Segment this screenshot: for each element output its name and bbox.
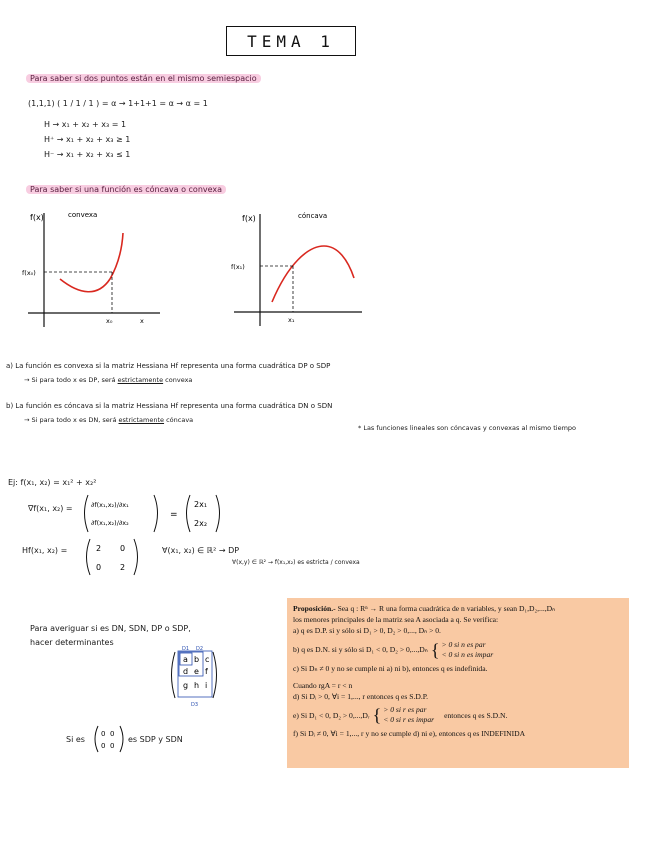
paren-right [213, 652, 217, 698]
determinants-line2: hacer determinantes [30, 638, 114, 647]
proposition-box [287, 598, 629, 768]
paren-right [120, 726, 123, 752]
zero-cell: 0 [110, 730, 115, 738]
page-title: TEMA 1 [226, 26, 356, 56]
prop-intro1-text: Sea q : Rⁿ → R una forma cuadrática de n variables, y sean D₁,D₂,...,Dₙ [335, 604, 556, 613]
zero-cell: 0 [101, 730, 106, 738]
brace-icon: { [430, 639, 440, 660]
note-a-underline: estrictamente [117, 376, 164, 384]
star-note: * Las funciones lineales son cóncavas y convexas al mismo tiempo [358, 424, 576, 432]
point-x-label: x₀ [106, 317, 113, 325]
prop-item-d: d) Si Dᵢ > 0, ∀i = 1,..., r entonces q es S.D.P. [293, 692, 429, 702]
point-y-label: f(x₀) [22, 269, 36, 277]
note-b-underline: estrictamente [118, 416, 165, 424]
hess-cell: 2 [120, 563, 126, 572]
prop-b-bottom: < 0 si n es impar [441, 649, 494, 659]
gradient-expression [82, 492, 222, 536]
determinant-matrix [164, 642, 224, 708]
hessian-label: Hf(x₁, x₂) = [22, 546, 68, 555]
paren-right [154, 495, 158, 532]
paren-left [95, 726, 98, 752]
example-line1: Ej: f(x₁, x₂) = x₁² + x₂² [8, 478, 97, 487]
section1-heading [26, 74, 261, 83]
gradient-label: ∇f(x₁, x₂) = [28, 504, 73, 513]
semiespacio-line-3: H⁻ → x₁ + x₂ + x₃ ≤ 1 [44, 150, 131, 159]
grad-top: ∂f(x₁,x₂)/∂x₁ [91, 501, 129, 509]
conclusion-2: ∀(x,y) ∈ ℝ² → f(x₁,x₂) es estricta / convexa [232, 559, 360, 566]
point-y-label: f(x₁) [231, 263, 245, 271]
prop-b-top: > 0 si n es par [441, 639, 486, 649]
d2-label: D2 [196, 646, 204, 652]
grad-result-top: 2x₁ [194, 500, 208, 509]
convex-curve [60, 233, 123, 292]
concava-graph [228, 208, 368, 333]
point-x-label: x₁ [288, 316, 295, 324]
hess-cell: 0 [96, 563, 102, 572]
matrix-cell: g [183, 681, 189, 690]
section1-heading-text: Para saber si dos puntos están en el mismo semiespacio [26, 74, 261, 83]
paren-left-2 [187, 495, 191, 532]
grad-bottom: ∂f(x₁,x₂)/∂x₂ [91, 519, 129, 527]
note-b-line2 [24, 416, 193, 424]
y-axis-label: f(x) [242, 214, 256, 223]
brace-icon: { [372, 705, 382, 726]
graph-label: convexa [68, 211, 98, 219]
zero-prefix: Si es [66, 735, 85, 744]
semiespacio-line-0: (1,1,1) ( 1 / 1 / 1 ) = α → 1+1+1 = α → α = 1 [28, 99, 208, 108]
determinants-line1: Para averiguar si es DN, SDN, DP o SDP, [30, 624, 191, 633]
matrix-cell: e [194, 667, 199, 676]
note-b-prefix: → Si para todo x es DN, será [24, 416, 119, 424]
matrix-cell: a [183, 655, 188, 664]
prop-item-b [293, 637, 623, 663]
prop-item-c: c) Si Dₙ ≠ 0 y no se cumple ni a) ni b), entonces q es indefinida. [293, 663, 488, 673]
semiespacio-line-1: H → x₁ + x₂ + x₃ = 1 [44, 120, 127, 129]
section2-heading [26, 185, 226, 194]
zero-cell: 0 [101, 742, 106, 750]
zero-matrix [92, 724, 126, 754]
d3-label: D3 [191, 702, 199, 708]
paren-left [172, 652, 176, 698]
paren-right-2 [216, 495, 220, 532]
semiespacio-line-2: H⁺ → x₁ + x₂ + x₃ ≥ 1 [44, 135, 131, 144]
prop-item-a: a) q es D.P. si y sólo si D₁ > 0, D₂ > 0,..., Dₙ > 0. [293, 626, 441, 636]
prop-intro-1 [293, 603, 623, 614]
prop-e-top: > 0 si r es par [383, 705, 427, 715]
prop-item-f: f) Si Dᵢ ≠ 0, ∀i = 1,..., r y no se cumple d) ni e), entonces q es INDEFINIDA [293, 729, 526, 739]
paren-right [134, 539, 138, 575]
matrix-cell: i [205, 681, 208, 690]
prop-title: Proposición.- [293, 604, 336, 613]
prop-item-e [293, 702, 623, 728]
paren-left [87, 539, 91, 575]
note-a-suffix: convexa [163, 376, 193, 384]
matrix-cell: h [194, 681, 200, 690]
convexa-graph [20, 205, 170, 335]
prop-b-cases [441, 640, 493, 660]
note-a-line1: a) La función es convexa si la matriz Hessiana Hf representa una forma cuadrática DP o SDP [6, 362, 331, 370]
zero-suffix: es SDP y SDN [128, 735, 183, 744]
matrix-cell: c [205, 655, 210, 664]
y-axis-label: f(x) [30, 213, 44, 222]
matrix-cell: b [194, 655, 200, 664]
hess-cell: 0 [120, 544, 126, 553]
d1-label: D1 [182, 646, 190, 652]
note-b-line1: b) La función es cóncava si la matriz Hessiana Hf representa una forma cuadrática DN o SDN [6, 402, 333, 410]
prop-cuando: Cuando rgA = r < n [293, 680, 353, 690]
paren-left [85, 495, 89, 532]
section2-heading-text: Para saber si una función es cóncava o convexa [26, 185, 226, 194]
prop-e-cases [383, 705, 434, 725]
note-b-suffix: cóncava [164, 416, 194, 424]
note-a-line2 [24, 376, 192, 384]
prop-b-left: b) q es D.N. si y sólo si D₁ < 0, D₂ > 0,...,Dₙ [293, 645, 428, 654]
note-a-prefix: → Si para todo x es DP, será [24, 376, 118, 384]
hessian-matrix [84, 536, 140, 578]
prop-intro-2: los menores principales de la matriz sea A asociada a q. Se verifica: [293, 615, 499, 625]
zero-cell: 0 [110, 742, 115, 750]
equals-sign: = [170, 510, 178, 520]
prop-e-bottom: < 0 si r es impar [383, 715, 435, 725]
concave-curve [272, 246, 354, 302]
graph-label: cóncava [298, 212, 328, 220]
hess-cell: 2 [96, 544, 102, 553]
prop-e-left: e) Si D₁ < 0, D₂ > 0,...,Dᵣ [293, 710, 370, 720]
matrix-cell: f [205, 667, 208, 676]
grad-result-bottom: 2x₂ [194, 519, 208, 528]
prop-e-right: entonces q es S.D.N. [444, 710, 508, 720]
matrix-cell: d [183, 667, 189, 676]
x-axis-label: x [140, 317, 144, 325]
conclusion-1: ∀(x₁, x₂) ∈ ℝ² → DP [162, 546, 240, 555]
